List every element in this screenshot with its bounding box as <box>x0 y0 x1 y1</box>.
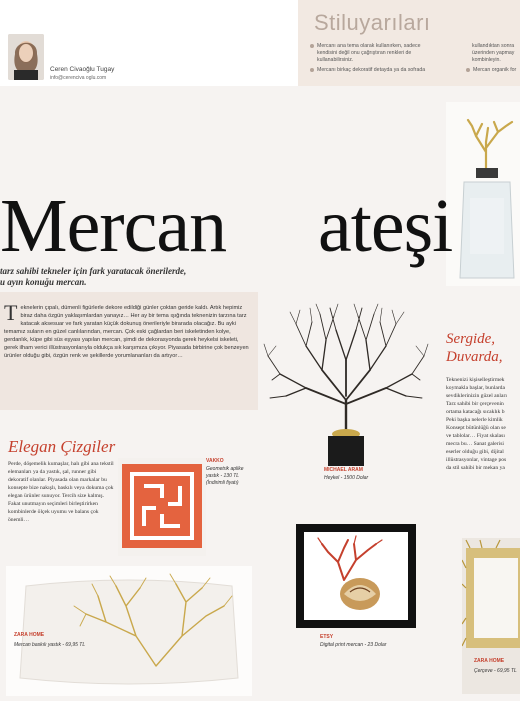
style-tips-title: Stiluyarıları <box>314 10 431 35</box>
style-tip-1-cont2: kullanabilirsiniz. <box>317 57 354 63</box>
sculpture-price: Heykel - 1500 Dolar <box>324 475 369 481</box>
coral-sculpture-image <box>262 300 430 470</box>
pillow-brand: VAKKO <box>206 458 224 464</box>
headline-word-1: Mercan <box>0 184 227 268</box>
frame-price: Çerçeve - 69,95 TL <box>474 668 517 674</box>
section-text-sergide <box>446 376 520 486</box>
style-tip-3-cont2: kombinleyin. <box>472 57 501 63</box>
text-line: Peki başka nelerle kimlik <box>446 417 503 423</box>
text-line: sevdiklerinizin güzel anları <box>446 393 507 399</box>
section-title-elegan: Elegan Çizgiler <box>8 437 116 456</box>
pillow-price: Geometrik aplike yastık - 130 TL (İndirimli fiyatı) <box>206 466 244 486</box>
coral-bottle-image <box>446 102 520 286</box>
section-title-line-1: Sergide, <box>446 331 496 347</box>
text-line: Konsept bütünlüğü olan se <box>446 425 506 431</box>
coral-print-pillow-image <box>6 566 252 696</box>
intro-paragraph <box>4 300 250 360</box>
frame-brand: ZARA HOME <box>474 658 505 664</box>
text-line: ortama katacağı sıcaklık b <box>446 409 505 415</box>
drop-cap: T <box>4 300 18 325</box>
section-title-line-2: Duvarda, <box>446 349 503 365</box>
subtitle-line-1: tarz sahibi tekneler için fark yaratacak önerilerde, <box>0 266 187 276</box>
section-text-elegan: Perde, döşemelik kumaşlar, halı gibi ana tekstil elemanları ya da yastık, şal, runner gibi dekoratif olanlar. Piyasada olan markalar bu konsepte bize nakışlı, baskılı veya dokuma çok elegan ürünler sunuyor. Tercih size kalmış. Fakat unutmayın seçimleri birleştirirken kombinlerde ölçek uyumu ve balans çok önemli… <box>8 461 114 523</box>
pillow2-price: Mercan baskılı yastık - 69,95 TL <box>14 642 86 648</box>
text-line: mecra bu… Sanat galerisi <box>446 441 504 447</box>
text-line: eserler olduğu gibi, dijital <box>446 449 504 455</box>
bullet-icon <box>466 68 470 72</box>
print-artwork <box>304 532 408 620</box>
author-name: Ceren Civaoğlu Tugay <box>50 66 115 73</box>
intro-text: eknelerin çıpalı, dümenli figürlerle dekore edildiği günler çoktan geride kaldı. Artık hepimiz biraz daha özgün yaklaşımlardan yanayız… Her ay bir tema ışığında teknenizin tarzına tarz katacak aksesuar ve fark yaratan küçük dokunuş önerileriyle birarada olacağız. Bu ayki temamız suların en güzel canlılarından, mercan. Çok eski çağlardan beri iskeletinden kolye, gerdanlık, küpe gibi süs eşyası yapılan mercan, şimdi de dekorasyonda gerek heykelsi iskeleti, gerek ilham verici illüstrasyonlarıyla oldukça sık karşımıza çıkıyor. Piyasada birbirine çok benzeyen ürünler olduğu gibi, özgün renk ve şekillerde yorumlananları da artıyor… <box>4 305 249 359</box>
style-tip-2: Mercanı birkaç dekoratif detayda ya da sofrada <box>310 67 460 74</box>
bullet-icon <box>310 44 314 48</box>
style-tip-4: Mercan organik for <box>466 67 516 74</box>
section-title-sergide <box>446 330 503 366</box>
style-tip-3-cont: üzerinden yapmay <box>472 50 515 56</box>
print-price: Digital print mercan - 23 Dolar <box>320 642 387 648</box>
text-line: illüstrasyonlar, vintage pos <box>446 457 507 463</box>
geometric-pillow-image <box>118 458 206 556</box>
style-tip-3: kullandıktan sonra <box>472 43 515 49</box>
subtitle-line-2: u ayın konuğu mercan. <box>0 277 87 287</box>
text-line: da stil sahibi bir mekan ya <box>446 465 505 471</box>
style-tip-1: Mercanı ana tema olarak kullanırken, sadece <box>310 43 460 50</box>
pillow2-brand: ZARA HOME <box>14 632 45 638</box>
style-tip-1-cont: kendisini değil onu çağrıştıran renkleri de <box>317 50 412 56</box>
print-brand: ETSY <box>320 634 334 640</box>
text-line: Teknenizi kişiselleştirmek <box>446 377 505 383</box>
sculpture-brand: MICHAEL ARAM <box>324 467 363 473</box>
author-photo <box>8 34 44 80</box>
bullet-icon <box>310 68 314 72</box>
headline-word-2: ateşi <box>318 184 453 268</box>
text-line: koymakla başlar, bunlarda <box>446 385 505 391</box>
text-line: ve tablolar… Fiyat skalası <box>446 433 505 439</box>
text-line: Tarz sahibi bir çerçevenin <box>446 401 504 407</box>
author-email: info@cerenciva oglu.com <box>50 75 107 81</box>
